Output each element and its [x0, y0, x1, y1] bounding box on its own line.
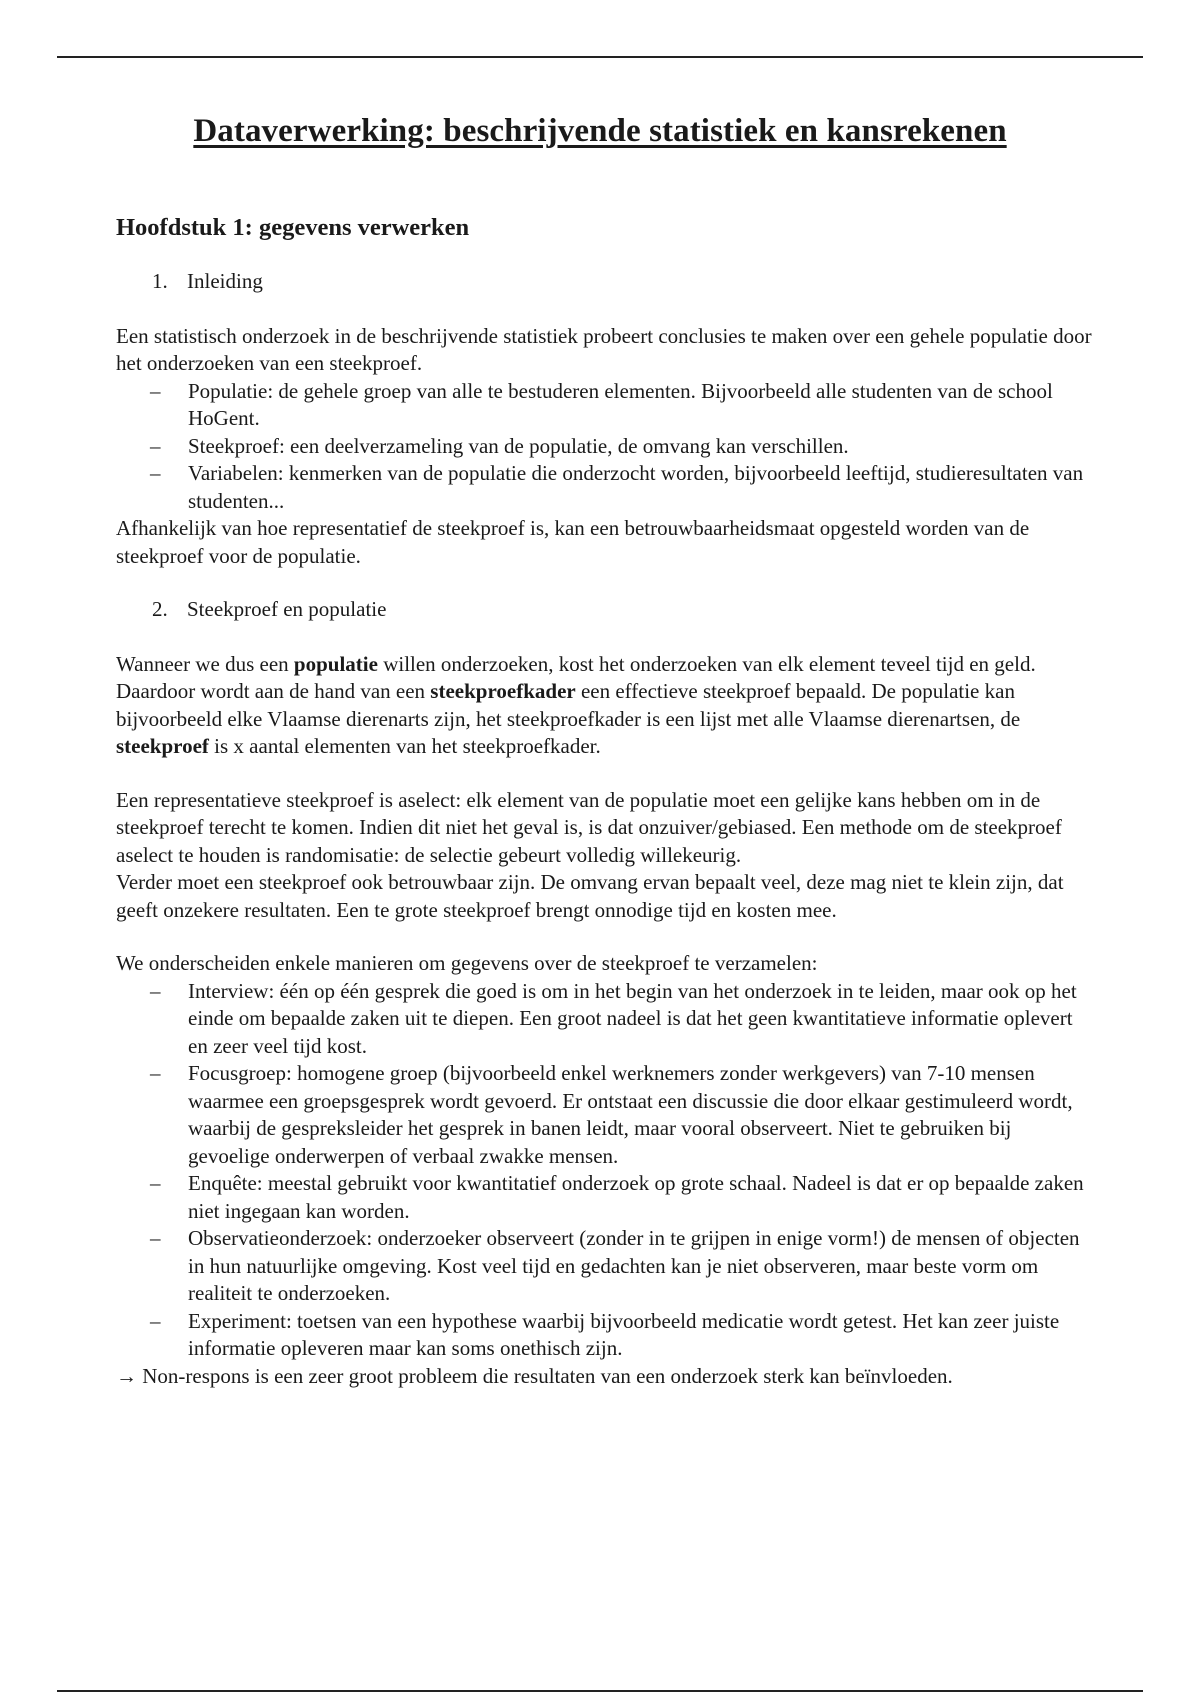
- chapter-heading: Hoofdstuk 1: gegevens verwerken: [116, 214, 470, 241]
- sample-paragraph-3: Verder moet een steekproef ook betrouwbaar zijn. De omvang ervan bepaalt veel, deze mag niet te klein zijn, dat geeft onzekere resultaten. Een te grote steekproef brengt onnodige tijd en kosten mee.: [116, 870, 1064, 922]
- dash-bullet: –: [150, 978, 161, 1003]
- dash-bullet: –: [150, 1061, 161, 1085]
- list-item-text: Variabelen: kenmerken van de populatie die onderzocht worden, bijvoorbeeld leeftijd, studieresultaten van studenten...: [188, 461, 1084, 513]
- top-rule: [57, 56, 1143, 58]
- dash-bullet: –: [150, 1226, 161, 1250]
- term-steekproefkader: steekproefkader: [430, 679, 576, 703]
- bottom-rule: [57, 1690, 1143, 1692]
- list-item: [116, 1225, 1096, 1308]
- list-item: [116, 978, 1096, 1061]
- sample-paragraph-1: [116, 651, 1096, 761]
- text-run: een effectieve steekproef bepaald. De populatie kan bijvoorbeeld elke Vlaamse dierenarts zijn, het steekproefkader is een lijst met alle Vlaamse dierenartsen, de: [116, 679, 1021, 731]
- list-item-text: Enquête: meestal gebruikt voor kwantitatief onderzoek op grote schaal. Nadeel is dat er op bepaalde zaken niet ingegaan kan worden.: [188, 1171, 1084, 1223]
- list-item: [116, 1308, 1096, 1363]
- dash-bullet: –: [150, 461, 161, 485]
- text-run: willen onderzoeken, kost het onderzoeken van elk element teveel tijd en geld. Daardoor wordt aan de hand van een: [116, 651, 1036, 703]
- section-heading-inleiding: [152, 268, 1096, 296]
- section-number: 1.: [152, 269, 168, 293]
- methods-intro: We onderscheiden enkele manieren om gegevens over de steekproef te verzamelen:: [116, 951, 818, 975]
- methods-list: [116, 978, 1096, 1363]
- intro-closing-paragraph: Afhankelijk van hoe representatief de steekproef is, kan een betrouwbaarheidsmaat opgesteld worden van de steekproef voor de populatie.: [116, 516, 1030, 568]
- text-run: is x aantal elementen van het steekproefkader.: [208, 734, 601, 758]
- list-item: [116, 460, 1096, 515]
- document-body: [116, 268, 1096, 1390]
- dash-bullet: –: [150, 1171, 161, 1195]
- nonresponse-note: → Non-respons is een zeer groot probleem die resultaten van een onderzoek sterk kan beïnvloeden.: [116, 1363, 953, 1388]
- list-item-text: Experiment: toetsen van een hypothese waarbij bijvoorbeeld medicatie wordt getest. Het kan zeer juiste informatie opleveren maar kan soms onethisch zijn.: [188, 1308, 1060, 1360]
- section-heading-steekproef: [152, 596, 1096, 624]
- dash-bullet: –: [150, 433, 161, 458]
- list-item-text: Focusgroep: homogene groep (bijvoorbeeld enkel werknemers zonder werkgevers) van 7-10 mensen waarmee een groepsgesprek wordt gevoerd. Er ontstaat een discussie die door elkaar gestimuleerd wordt, waarbij de gespreksleider het gesprek in banen leidt, maar vooral observeert. Niet te gebruiken bij gevoelige onderwerpen of verbaal zwakke mensen.: [188, 1061, 1073, 1168]
- intro-paragraph: Een statistisch onderzoek in de beschrijvende statistiek probeert conclusies te maken over een gehele populatie door het onderzoeken van een steekproef.: [116, 323, 1092, 375]
- list-item-text: Populatie: de gehele groep van alle te bestuderen elementen. Bijvoorbeeld alle studenten van de school HoGent.: [188, 378, 1053, 430]
- intro-bullet-list: [116, 378, 1096, 516]
- list-item-text: Observatieonderzoek: onderzoeker observeert (zonder in te grijpen in enige vorm!) de mensen of objecten in hun natuurlijke omgeving. Kost veel tijd en gedachten kan je niet observeren, maar beste vorm om realiteit te onderzoeken.: [188, 1226, 1080, 1305]
- list-item: [116, 378, 1096, 433]
- section-title: Steekproef en populatie: [187, 597, 387, 621]
- list-item-text: Interview: één op één gesprek die goed is om in het begin van het onderzoek in te leiden, maar ook op het einde om bepaalde zaken uit te diepen. Een groot nadeel is dat het geen kwantitatieve informatie oplevert en zeer veel tijd kost.: [188, 978, 1077, 1058]
- sample-paragraph-2: Een representatieve steekproef is aselect: elk element van de populatie moet een gelijke kans hebben om in de steekproef terecht te komen. Indien dit niet het geval is, is dat onzuiver/gebiased. Een methode om de steekproef aselect te houden is randomisatie: de selectie gebeurt volledig willekeurig.: [116, 787, 1062, 867]
- dash-bullet: –: [150, 378, 161, 403]
- document-title: Dataverwerking: beschrijvende statistiek en kansrekenen: [193, 113, 1007, 149]
- term-populatie: populatie: [293, 651, 378, 676]
- term-steekproef: steekproef: [116, 734, 209, 758]
- section-title: Inleiding: [187, 269, 263, 293]
- list-item: [116, 433, 1096, 461]
- list-item: [116, 1060, 1096, 1170]
- list-item: [116, 1170, 1096, 1225]
- list-item-text: Steekproef: een deelverzameling van de populatie, de omvang kan verschillen.: [188, 433, 849, 458]
- dash-bullet: –: [150, 1308, 161, 1333]
- section-number: 2.: [152, 597, 168, 621]
- text-run: Wanneer we dus een: [116, 651, 294, 676]
